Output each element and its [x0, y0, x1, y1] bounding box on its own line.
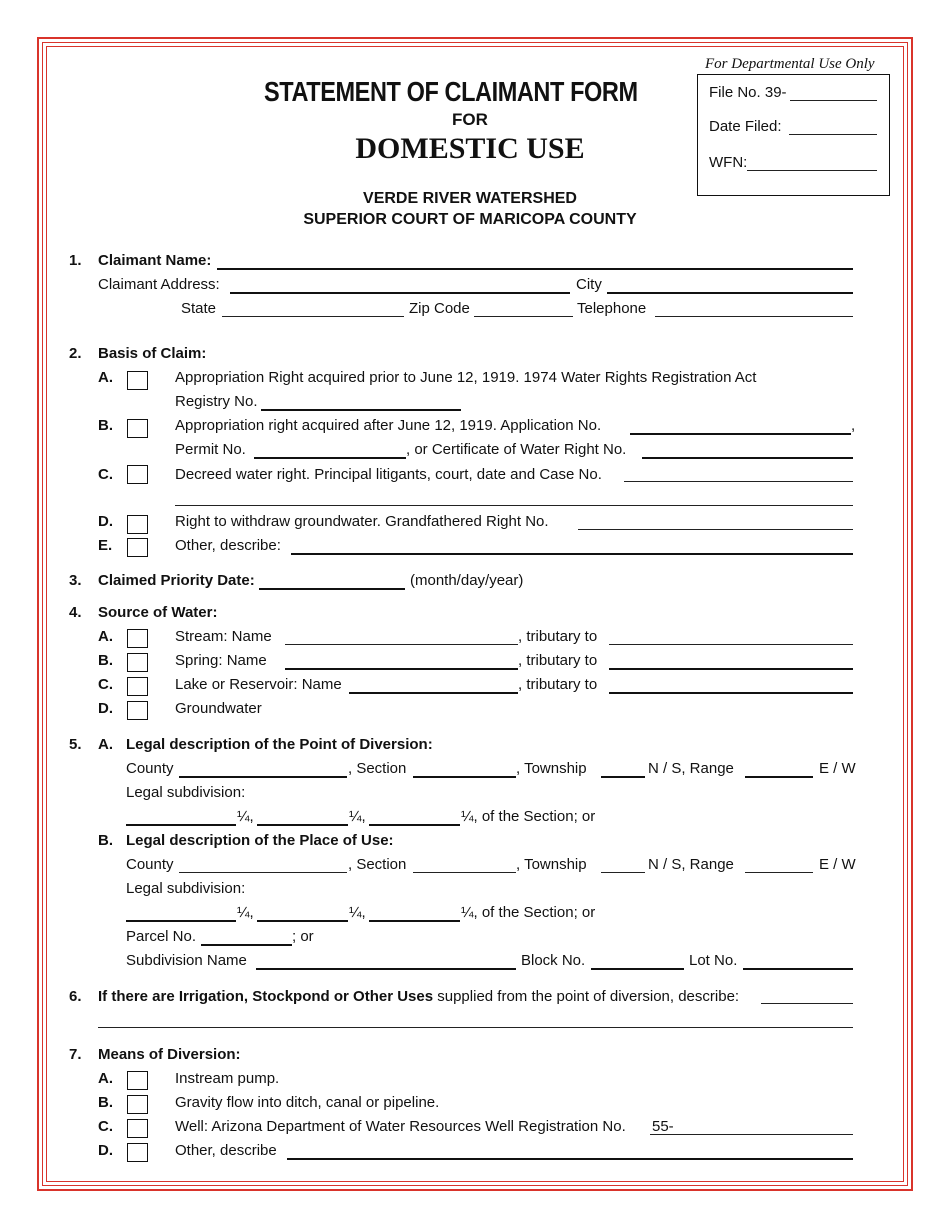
form-title: STATEMENT OF CLAIMANT FORM: [264, 76, 638, 107]
form-title-domestic-use: DOMESTIC USE: [355, 132, 585, 165]
case-no-field-continued[interactable]: [175, 505, 853, 506]
s2b-comma: ,: [851, 417, 856, 434]
subdivision-name-label: Subdivision Name: [126, 952, 247, 969]
pod-quarter2-label: ¼,: [349, 808, 366, 825]
well-registration-field[interactable]: [650, 1134, 853, 1135]
s2-number: 2.: [69, 345, 82, 362]
s2e-text: Other, describe:: [175, 537, 281, 554]
s7d-letter: D.: [98, 1142, 113, 1159]
pou-quarter3-field[interactable]: [369, 920, 460, 922]
pou-ew-label: E / W: [819, 856, 856, 873]
pod-legal-subdivision-label: Legal subdivision:: [126, 784, 246, 801]
s7a-letter: A.: [98, 1070, 113, 1087]
pod-township-field[interactable]: [601, 776, 645, 778]
s6-number: 6.: [69, 988, 82, 1005]
claimant-address-field[interactable]: [230, 292, 570, 294]
s7d-checkbox[interactable]: [127, 1143, 148, 1162]
gravity-flow-label: Gravity flow into ditch, canal or pipeline.: [175, 1094, 440, 1111]
parcel-or-label: ; or: [292, 928, 314, 945]
spring-name-field[interactable]: [285, 668, 518, 670]
other-uses-question: [98, 988, 739, 1005]
claimant-name-field[interactable]: [217, 268, 853, 270]
s4c-letter: C.: [98, 676, 113, 693]
stream-tributary-field[interactable]: [609, 644, 853, 645]
parcel-no-label: Parcel No.: [126, 928, 197, 945]
s2d-checkbox[interactable]: [127, 515, 148, 534]
wfn-field[interactable]: [747, 170, 877, 171]
pou-quarter1-field[interactable]: [126, 920, 236, 922]
s4c-checkbox[interactable]: [127, 677, 148, 696]
permit-no-field[interactable]: [254, 457, 406, 459]
s7b-checkbox[interactable]: [127, 1095, 148, 1114]
s7b-letter: B.: [98, 1094, 113, 1111]
pod-county-field[interactable]: [179, 776, 347, 778]
wfn-label: WFN:: [709, 154, 748, 171]
lot-no-label: Lot No.: [689, 952, 738, 969]
permit-no-label: Permit No.: [175, 441, 246, 458]
pod-township-label: , Township: [516, 760, 587, 777]
stream-name-label: Stream: Name: [175, 628, 272, 645]
court-subtitle: SUPERIOR COURT OF MARICOPA COUNTY: [303, 211, 637, 228]
s4b-checkbox[interactable]: [127, 653, 148, 672]
pod-quarter2-field[interactable]: [257, 824, 348, 826]
s2b-letter: B.: [98, 417, 113, 434]
s2c-letter: C.: [98, 466, 113, 483]
pod-ew-label: E / W: [819, 760, 856, 777]
pod-quarter1-label: ¼,: [237, 808, 254, 825]
s2b-text: Appropriation right acquired after June 12, 1919. Application No.: [175, 417, 602, 434]
block-no-label: Block No.: [521, 952, 586, 969]
pod-quarter1-field[interactable]: [126, 824, 236, 826]
spring-name-label: Spring: Name: [175, 652, 267, 669]
s7-number: 7.: [69, 1046, 82, 1063]
priority-date-field[interactable]: [259, 588, 405, 590]
claimant-name-label: Claimant Name:: [98, 252, 212, 269]
file-no-label: File No. 39-: [709, 84, 787, 101]
lake-name-field[interactable]: [349, 692, 518, 694]
case-no-field[interactable]: [624, 481, 853, 482]
other-uses-field[interactable]: [761, 1003, 853, 1004]
state-field[interactable]: [222, 316, 404, 317]
pod-section-label: , Section: [348, 760, 407, 777]
telephone-field[interactable]: [655, 316, 853, 317]
priority-date-label: Claimed Priority Date:: [98, 572, 255, 589]
pou-county-field[interactable]: [179, 872, 347, 873]
lot-no-field[interactable]: [743, 968, 853, 970]
s2e-checkbox[interactable]: [127, 538, 148, 557]
well-registration-label: Well: Arizona Department of Water Resources Well Registration No.: [175, 1118, 626, 1135]
pou-county-label: County: [126, 856, 174, 873]
pou-quarter2-field[interactable]: [257, 920, 348, 922]
s2d-text: Right to withdraw groundwater. Grandfathered Right No.: [175, 513, 549, 530]
s4d-letter: D.: [98, 700, 113, 717]
pod-of-section-label: ¼, of the Section; or: [461, 808, 596, 825]
s2d-letter: D.: [98, 513, 113, 530]
basis-of-claim-heading: Basis of Claim:: [98, 345, 207, 362]
point-of-diversion-heading: Legal description of the Point of Diversion:: [126, 736, 433, 753]
other-means-field[interactable]: [287, 1158, 853, 1160]
lake-tributary-label: , tributary to: [518, 676, 598, 693]
other-uses-text: supplied from the point of diversion, describe:: [433, 988, 740, 1005]
grandfathered-right-field[interactable]: [578, 529, 853, 530]
place-of-use-heading: Legal description of the Place of Use:: [126, 832, 394, 849]
spring-tributary-label: , tributary to: [518, 652, 598, 669]
other-basis-field[interactable]: [291, 553, 853, 555]
instream-pump-label: Instream pump.: [175, 1070, 280, 1087]
well-registration-prefix: 55-: [652, 1118, 674, 1135]
s4b-letter: B.: [98, 652, 113, 669]
certificate-label: , or Certificate of Water Right No.: [406, 441, 627, 458]
pou-township-field[interactable]: [601, 872, 645, 873]
lake-tributary-field[interactable]: [609, 692, 853, 694]
watershed-subtitle: VERDE RIVER WATERSHED: [363, 190, 577, 207]
date-filed-label: Date Filed:: [709, 118, 782, 135]
s5a-letter: A.: [98, 736, 113, 753]
other-uses-field-continued[interactable]: [98, 1027, 853, 1028]
pou-quarter1-label: ¼,: [237, 904, 254, 921]
subdivision-name-field[interactable]: [256, 968, 516, 970]
s4a-checkbox[interactable]: [127, 629, 148, 648]
s2e-letter: E.: [98, 537, 113, 554]
certificate-no-field[interactable]: [642, 457, 853, 459]
s2a-text: Appropriation Right acquired prior to June 12, 1919. 1974 Water Rights Registration Act: [175, 369, 757, 386]
pou-quarter2-label: ¼,: [349, 904, 366, 921]
lake-name-label: Lake or Reservoir: Name: [175, 676, 342, 693]
s4a-letter: A.: [98, 628, 113, 645]
s7c-letter: C.: [98, 1118, 113, 1135]
s2c-checkbox[interactable]: [127, 465, 148, 484]
s5-number: 5.: [69, 736, 82, 753]
pou-section-field[interactable]: [413, 872, 516, 873]
application-no-field[interactable]: [630, 433, 851, 435]
state-label: State: [181, 300, 217, 317]
s7c-checkbox[interactable]: [127, 1119, 148, 1138]
other-means-label: Other, describe: [175, 1142, 277, 1159]
pou-legal-subdivision-label: Legal subdivision:: [126, 880, 246, 897]
stream-name-field[interactable]: [285, 644, 518, 645]
pod-quarter3-field[interactable]: [369, 824, 460, 826]
block-no-field[interactable]: [591, 968, 684, 970]
pou-section-label: , Section: [348, 856, 407, 873]
registry-no-field[interactable]: [261, 409, 461, 411]
date-filed-field[interactable]: [789, 134, 877, 135]
s7a-checkbox[interactable]: [127, 1071, 148, 1090]
means-of-diversion-heading: Means of Diversion:: [98, 1046, 241, 1063]
pod-ns-range-label: N / S, Range: [648, 760, 734, 777]
pod-range-field[interactable]: [745, 776, 813, 778]
claimant-address-label: Claimant Address:: [98, 276, 220, 293]
s2a-checkbox[interactable]: [127, 371, 148, 390]
other-uses-bold-text: If there are Irrigation, Stockpond or Other Uses: [98, 988, 434, 1005]
s1-number: 1.: [69, 252, 82, 269]
city-field[interactable]: [607, 292, 853, 294]
s3-number: 3.: [69, 572, 82, 589]
s2b-checkbox[interactable]: [127, 419, 148, 438]
form-title-for: FOR: [452, 110, 488, 129]
zip-label: Zip Code: [409, 300, 470, 317]
priority-date-format: (month/day/year): [410, 572, 524, 589]
pod-county-label: County: [126, 760, 174, 777]
s2a-letter: A.: [98, 369, 113, 386]
pou-range-field[interactable]: [745, 872, 813, 873]
s2c-text: Decreed water right. Principal litigants, court, date and Case No.: [175, 466, 602, 483]
stream-tributary-label: , tributary to: [518, 628, 598, 645]
source-of-water-heading: Source of Water:: [98, 604, 218, 621]
telephone-label: Telephone: [577, 300, 647, 317]
pou-of-section-label: ¼, of the Section; or: [461, 904, 596, 921]
pou-ns-range-label: N / S, Range: [648, 856, 734, 873]
dept-use-caption: For Departmental Use Only: [705, 56, 875, 72]
city-label: City: [576, 276, 602, 293]
registry-no-label: Registry No.: [175, 393, 258, 410]
pod-section-field[interactable]: [413, 776, 516, 778]
zip-field[interactable]: [474, 316, 573, 317]
spring-tributary-field[interactable]: [609, 668, 853, 670]
s5b-letter: B.: [98, 832, 113, 849]
groundwater-label: Groundwater: [175, 700, 262, 717]
pou-township-label: , Township: [516, 856, 587, 873]
s4-number: 4.: [69, 604, 82, 621]
parcel-no-field[interactable]: [201, 944, 292, 946]
file-no-field[interactable]: [790, 100, 877, 101]
s4d-checkbox[interactable]: [127, 701, 148, 720]
